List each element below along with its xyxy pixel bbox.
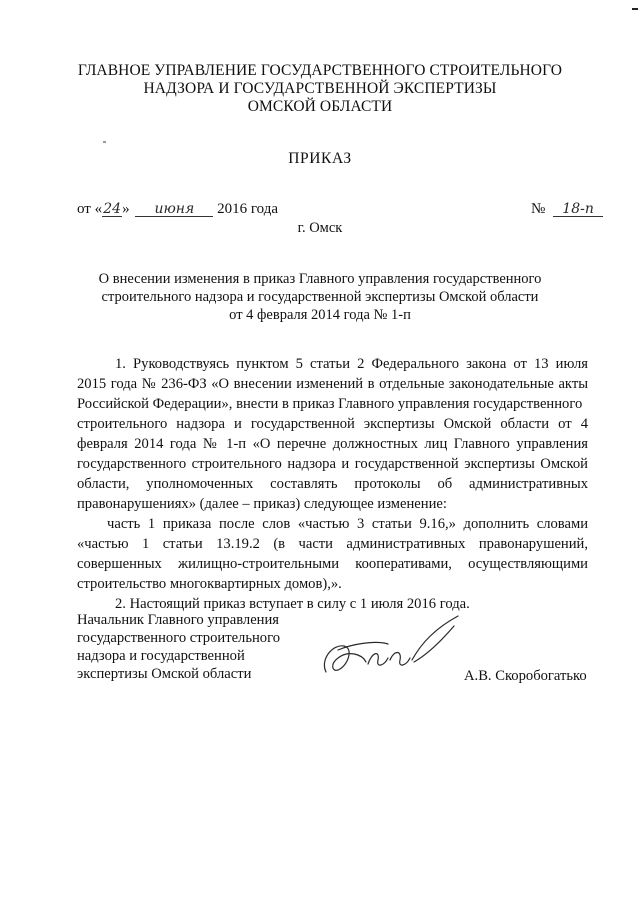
signatory-title-line: государственного строительного [77, 630, 281, 646]
subject-line-2: строительного надзора и государственной экспертизы Омской области [101, 289, 539, 305]
date-year: 2016 года [217, 201, 278, 217]
body-line: 1. Руководствуясь пунктом 5 статьи 2 Федерального закона от 13 июля [115, 356, 588, 372]
body-line: 2. Настоящий приказ вступает в силу с 1 июля 2016 года. [115, 596, 470, 612]
signatory-title-line: Начальник Главного управления [77, 612, 280, 628]
document-date [77, 201, 278, 218]
body-line: 2015 года № 236-ФЗ «О внесении изменений в отдельные законодательные акты [77, 376, 588, 392]
body-line: строительство многоквартирных домов),». [77, 576, 342, 592]
signatory-title-line: надзора и государственной [77, 648, 245, 664]
org-header-line-1: ГЛАВНОЕ УПРАВЛЕНИЕ ГОСУДАРСТВЕННОГО СТРОИТЕЛЬНОГО [77, 62, 563, 79]
date-mid: » [122, 201, 130, 217]
date-day: 24 [103, 201, 122, 217]
body-line: «частью 1 статьи 13.19.2 (в части административных правонарушений, [77, 536, 588, 552]
date-month: июня [135, 202, 213, 217]
handwritten-signature [318, 610, 468, 690]
body-line: февраля 2014 года № 1-п «О перечне должностных лиц Главного управления [77, 436, 588, 452]
scan-mark [103, 141, 106, 143]
number-value: 18-п [553, 202, 603, 217]
signatory-name: А.В. Скоробогатько [464, 668, 587, 684]
document-number [531, 201, 603, 218]
date-prefix: от « [77, 201, 103, 217]
body-line: правонарушениях» (далее – приказ) следующее изменение: [77, 496, 447, 512]
body-line: часть 1 приказа после слов «частью 3 статьи 9.16,» дополнить словами [107, 516, 588, 532]
document-city: г. Омск [297, 220, 343, 236]
body-line: совершенных жилищно-строительными кооперативами, осуществляющими [77, 556, 588, 572]
subject-line-3: от 4 февраля 2014 года № 1-п [229, 307, 411, 323]
signatory-title-line: экспертизы Омской области [77, 666, 252, 682]
body-line: Российской Федерации», внести в приказ Главного управления государственного [77, 396, 583, 412]
subject-line-1: О внесении изменения в приказ Главного управления государственного [98, 271, 542, 287]
body-line: области, уполномоченных составлять протоколы об административных [77, 476, 588, 492]
body-line: государственного строительного надзора и государственной экспертизы Омской [77, 456, 588, 472]
scan-mark [632, 8, 638, 10]
number-prefix: № [531, 201, 546, 217]
org-header-line-2: НАДЗОРА И ГОСУДАРСТВЕННОЙ ЭКСПЕРТИЗЫ [143, 80, 497, 97]
document-type: ПРИКАЗ [288, 150, 352, 167]
org-header-line-3: ОМСКОЙ ОБЛАСТИ [247, 98, 393, 115]
body-line: строительного надзора и государственной экспертизы Омской области от 4 [77, 416, 588, 432]
